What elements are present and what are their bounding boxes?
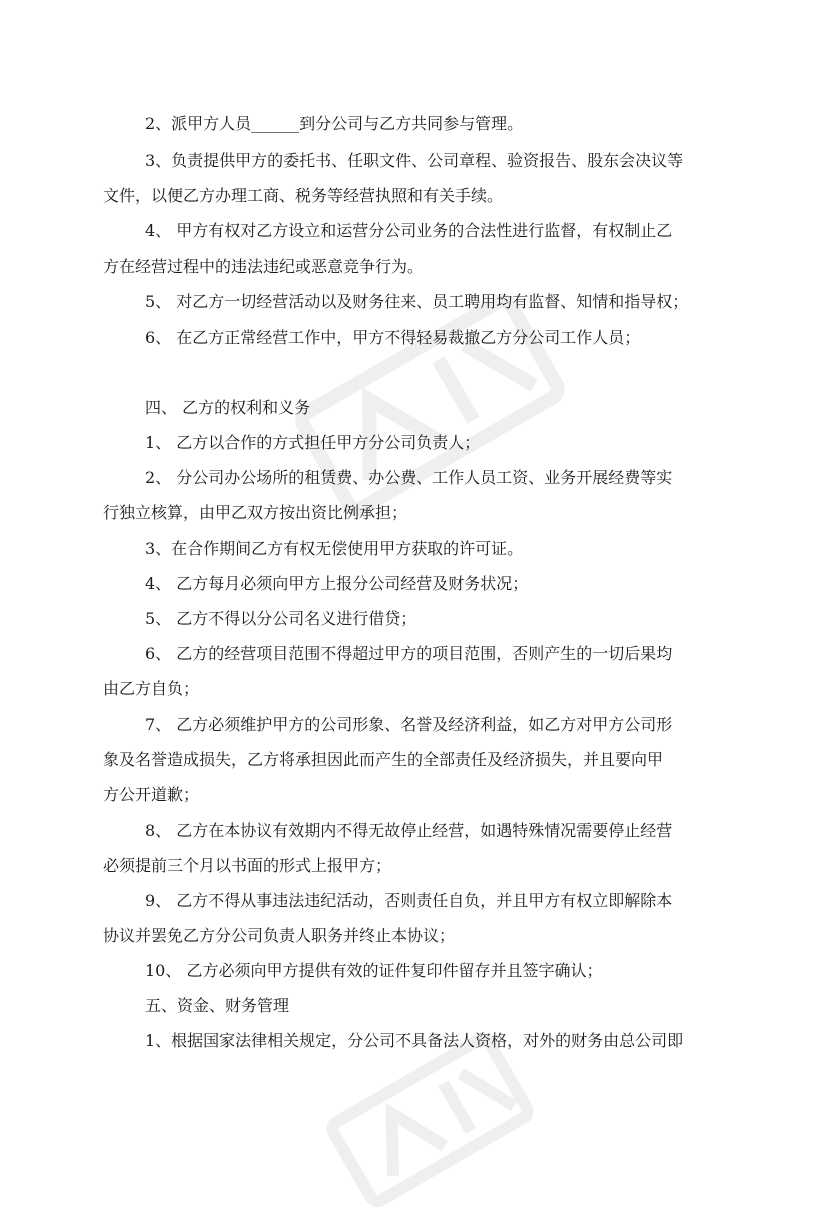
clause-3-4-line1: 4、 甲方有权对乙方设立和运营分公司业务的合法性进行监督，有权制止乙 [145, 221, 673, 240]
clause-3-5: 5、 对乙方一切经营活动以及财务往来、员工聘用均有监督、知情和指导权； [145, 292, 689, 311]
clause-4-7-line2: 象及名誉造成损失，乙方将承担因此而产生的全部责任及经济损失，并且要向甲 [103, 750, 664, 769]
clause-5-1: 1、根据国家法律相关规定，分公司不具备法人资格，对外的财务由总公司即 [145, 1031, 684, 1050]
clause-4-10: 10、 乙方必须向甲方提供有效的证件复印件留存并且签字确认； [145, 961, 603, 980]
clause-3-6: 6、 在乙方正常经营工作中，甲方不得轻易裁撤乙方分公司工作人员； [145, 328, 641, 347]
clause-4-9-line2: 协议并罢免乙方分公司负责人职务并终止本协议； [103, 926, 456, 945]
clause-3-4-line2: 方在经营过程中的违法违纪或恶意竞争行为。 [103, 257, 424, 276]
clause-4-6-line1: 6、 乙方的经营项目范围不得超过甲方的项目范围，否则产生的一切后果均 [145, 644, 673, 663]
clause-4-2-line1: 2、 分公司办公场所的租赁费、办公费、工作人员工资、业务开展经费等实 [145, 468, 673, 487]
clause-4-7-line1: 7、 乙方必须维护甲方的公司形象、名誉及经济利益，如乙方对甲方公司形 [145, 715, 673, 734]
clause-4-6-line2: 由乙方自负； [103, 679, 200, 698]
section-4-heading: 四、 乙方的权利和义务 [145, 398, 311, 417]
clause-3-2: 2、派甲方人员______到分公司与乙方共同参与管理。 [145, 114, 524, 133]
clause-4-8-line2: 必须提前三个月以书面的形式上报甲方； [103, 856, 392, 875]
clause-4-3: 3、在合作期间乙方有权无偿使用甲方获取的许可证。 [145, 539, 524, 558]
clause-3-3-line1: 3、负责提供甲方的委托书、任职文件、公司章程、验资报告、股东会决议等 [145, 151, 684, 170]
clause-4-9-line1: 9、 乙方不得从事违法违纪活动，否则责任自负，并且甲方有权立即解除本 [145, 891, 673, 910]
clause-4-1: 1、 乙方以合作的方式担任甲方分公司负责人； [145, 433, 481, 452]
clause-4-5: 5、 乙方不得以分公司名义进行借贷； [145, 609, 417, 628]
clause-3-3-line2: 文件，以便乙方办理工商、税务等经营执照和有关手续。 [103, 186, 504, 205]
clause-4-4: 4、 乙方每月必须向甲方上报分公司经营及财务状况； [145, 574, 529, 593]
section-5-heading: 五、资金、财务管理 [145, 996, 290, 1015]
clause-4-2-line2: 行独立核算，由甲乙双方按出资比例承担； [103, 503, 408, 522]
clause-4-8-line1: 8、 乙方在本协议有效期内不得无故停止经营，如遇特殊情况需要停止经营 [145, 821, 673, 840]
clause-4-7-line3: 方公开道歉； [103, 785, 200, 804]
